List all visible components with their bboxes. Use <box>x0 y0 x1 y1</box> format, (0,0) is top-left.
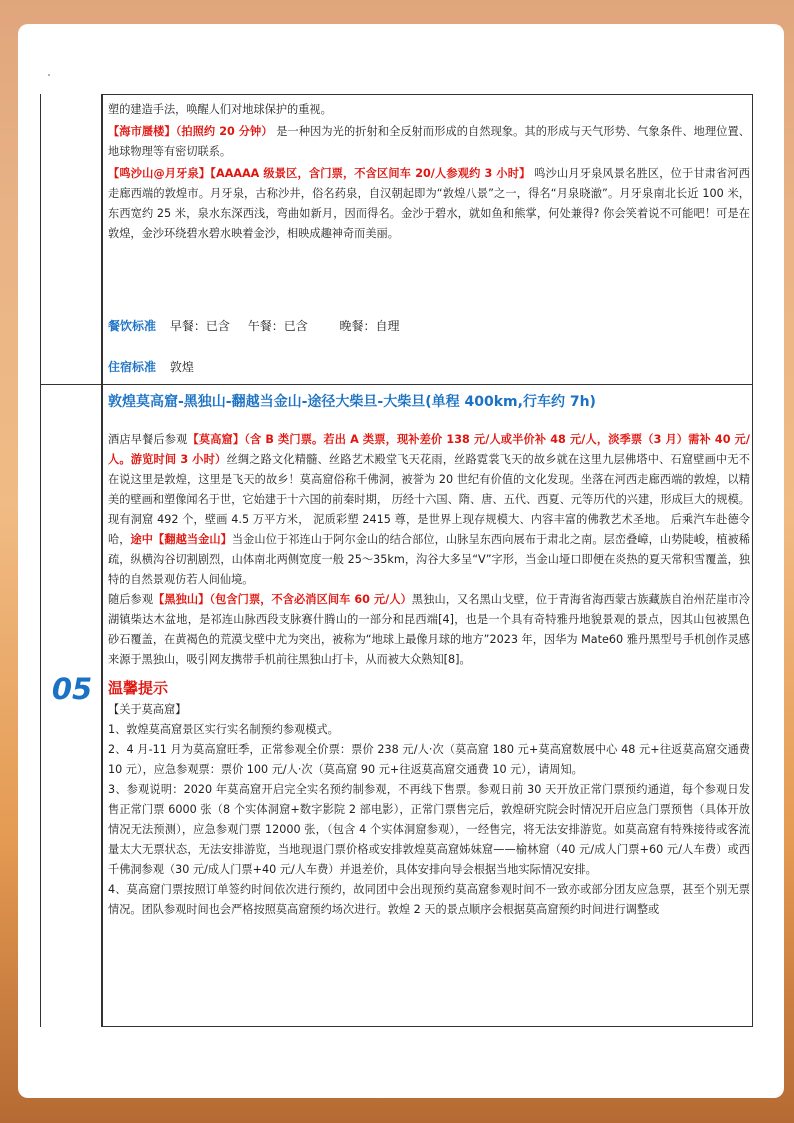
table-row-divider <box>40 384 753 385</box>
mogao-paragraph <box>108 430 750 590</box>
mogao-prefix: 酒店早餐后参观 <box>108 433 188 446</box>
heidu-paragraph <box>108 590 750 670</box>
mingsha-text: 鸣沙山月牙泉风景名胜区，位于甘肃省河西走廊西端的敦煌市。月牙泉，古称沙井，俗名药泉，自汉朝起即为“敦煌八景”之一，得名“月泉晓澈”。月牙泉南北长近 100 米，东西宽约 25 米，泉水东深西浅，弯曲如新月，因而得名。金沙于碧水，就如鱼和熊掌，何处兼得? 你会笑着说不可能吧！可是在敦煌，金沙环绕碧水碧水映着金沙，相映成趣神奇而美丽。 <box>108 167 750 240</box>
heidu-tag: 【黑独山】（包含门票，不含必消区间车 60 元/人） <box>153 593 412 606</box>
page-mark <box>48 74 50 76</box>
hotel-label: 住宿标准 <box>108 360 157 374</box>
tips-title: 温馨提示 <box>108 679 169 697</box>
lunch: 午餐：已含 <box>247 319 308 333</box>
day-number: 05 <box>51 672 93 706</box>
day5-route-title: 敦煌莫高窟-黑独山-翻越当金山-途径大柴旦-大柴旦(单程 400km,行车约 7h) <box>108 394 596 410</box>
mingsha-paragraph <box>108 164 750 244</box>
tip-item: 3、参观说明：2020 年莫高窟开启完全实名预约制参观，不再线下售票。参观日前 30 天开放正常门票预约通道，每个参观日发售正常门票 6000 张（8 个实体洞窟+数字影院 2 部电影），正常门票售完后，敦煌研究院会时情况开启应急门票预售（具体开放情况无法预测），应急参观门票 12000 张，（包含 4 个实体洞窟参观），一经售完，将无法安排游览。如莫高窟有特殊接待或客流量太大无票状态，无法安排游览，当地现退门票价格或安排敦煌莫高窟姊妹窟——榆林窟（40 元/成人门票+60 元/人车费）或西千佛洞参观（30 元/成人门票+40 元/人车费）并退差价，具体安排向导会根据当地实际情况安排。 <box>108 783 750 876</box>
mirage-tag: 【海市蜃楼】（拍照约 20 分钟） <box>108 125 273 138</box>
meal-label: 餐饮标准 <box>108 319 157 333</box>
meal-standard <box>108 316 750 336</box>
tip-item: 2、4 月-11 月为莫高窟旺季，正常参观全价票：票价 238 元/人·次（莫高窟 180 元+莫高窟数展中心 48 元+往返莫高窟交通费 10 元），应急参观票：票价 100 元/人·次（莫高窟 90 元+往返莫高窟交通费 10 元），请周知。 <box>108 743 750 776</box>
dinner: 晚餐：自理 <box>339 319 400 333</box>
breakfast: 早餐：已含 <box>169 319 230 333</box>
mogao-tag: 【莫高窟】（含 B 类门票。若出 A 类票，现补差价 138 元/人或半价补 48 元/人，淡季票（3 月）需补 40 元/人。游览时间 3 小时） <box>108 433 750 466</box>
heidu-text: 黑独山，又名黑山戈壁，位于青海省海西蒙古族藏族自治州茫崖市冷湖镇柴达木盆地，是祁连山脉西段支脉赛什腾山的一部分和昆西端[4]，也是一个具有奇特雅丹地貌景观的景点，因其山包被黑色砂石覆盖，在黄褐色的荒漠戈壁中尤为突出，被称为“地球上最像月球的地方”2023 年，因华为 Mate60 雅丹黑型号手机创作灵感来源于黑独山，吸引网友携带手机前往黑独山打卡，从而被大众熟知[8]。 <box>108 593 750 666</box>
tips-heading-row <box>108 678 750 700</box>
day4-line1: 塑的建造手法，唤醒人们对地球保护的重视。 <box>108 103 332 116</box>
heidu-prefix: 随后参观 <box>108 593 154 606</box>
day5-title <box>108 392 750 413</box>
day4-content <box>108 100 750 244</box>
mingsha-tag: 【鸣沙山@月牙泉】【AAAAA 级景区，含门票，不含区间车 20/人参观约 3 小时】 <box>108 167 531 180</box>
dangjin-tag: 途中【翻越当金山】 <box>130 533 232 546</box>
mogao-text: 丝绸之路文化精髓、丝路艺术殿堂飞天花雨，丝路霓裳飞天的故乡就在这里九层佛塔中、石窟壁画中无不在说这里是敦煌，这里是飞天的故乡！莫高窟俗称千佛洞，被誉为 20 世纪有价值的文化发现。坐落在河西走廊西端的敦煌，以精美的壁画和塑像闻名于世，它始建于十六国的前秦时期， 历经十六国、隋、唐、五代、西夏、元等历代的兴建，形成巨大的规模。现有洞窟 492 个，壁画 4.5 万平方米， 泥质彩塑 2415 尊，是世界上现存规模大、内容丰富的佛教艺术圣地。 后乘汽车赴德令哈， <box>108 453 750 546</box>
tip-item: 4、莫高窟门票按照订单签约时间依次进行预约，故同团中会出现预约莫高窟参观时间不一致亦或部分团友应急票，甚至个别无票情况。团队参观时间也会严格按照莫高窟预约场次进行。敦煌 2 天的景点顺序会根据莫高窟预约时间进行调整或 <box>108 883 750 916</box>
hotel-value: 敦煌 <box>169 360 194 374</box>
hotel-standard <box>108 357 750 377</box>
table-column-divider <box>102 95 103 1026</box>
tip-item: 1、敦煌莫高窟景区实行实名制预约参观模式。 <box>108 723 339 736</box>
table-left-border <box>40 94 41 1027</box>
day5-content <box>108 430 750 920</box>
mirage-paragraph <box>108 122 750 162</box>
tip-item: 【关于莫高窟】 <box>108 703 187 716</box>
dangjin-text: 当金山位于祁连山于阿尔金山的结合部位，山脉呈东西向展布于肃北之南。层峦叠嶂，山势陡峻，植被稀疏，纵横沟谷切割剧烈，山体南北两侧宽度一般 25～35km，沟谷大多呈“V”字形，当金山垭口即便在炎热的夏天常积雪覆盖，独特的自然景观仿若人间仙境。 <box>108 533 750 586</box>
mirage-text: 是一种因为光的折射和全反射而形成的自然现象。其的形成与天气形势、气象条件、地理位置、地球物理等有密切联系。 <box>108 125 750 158</box>
